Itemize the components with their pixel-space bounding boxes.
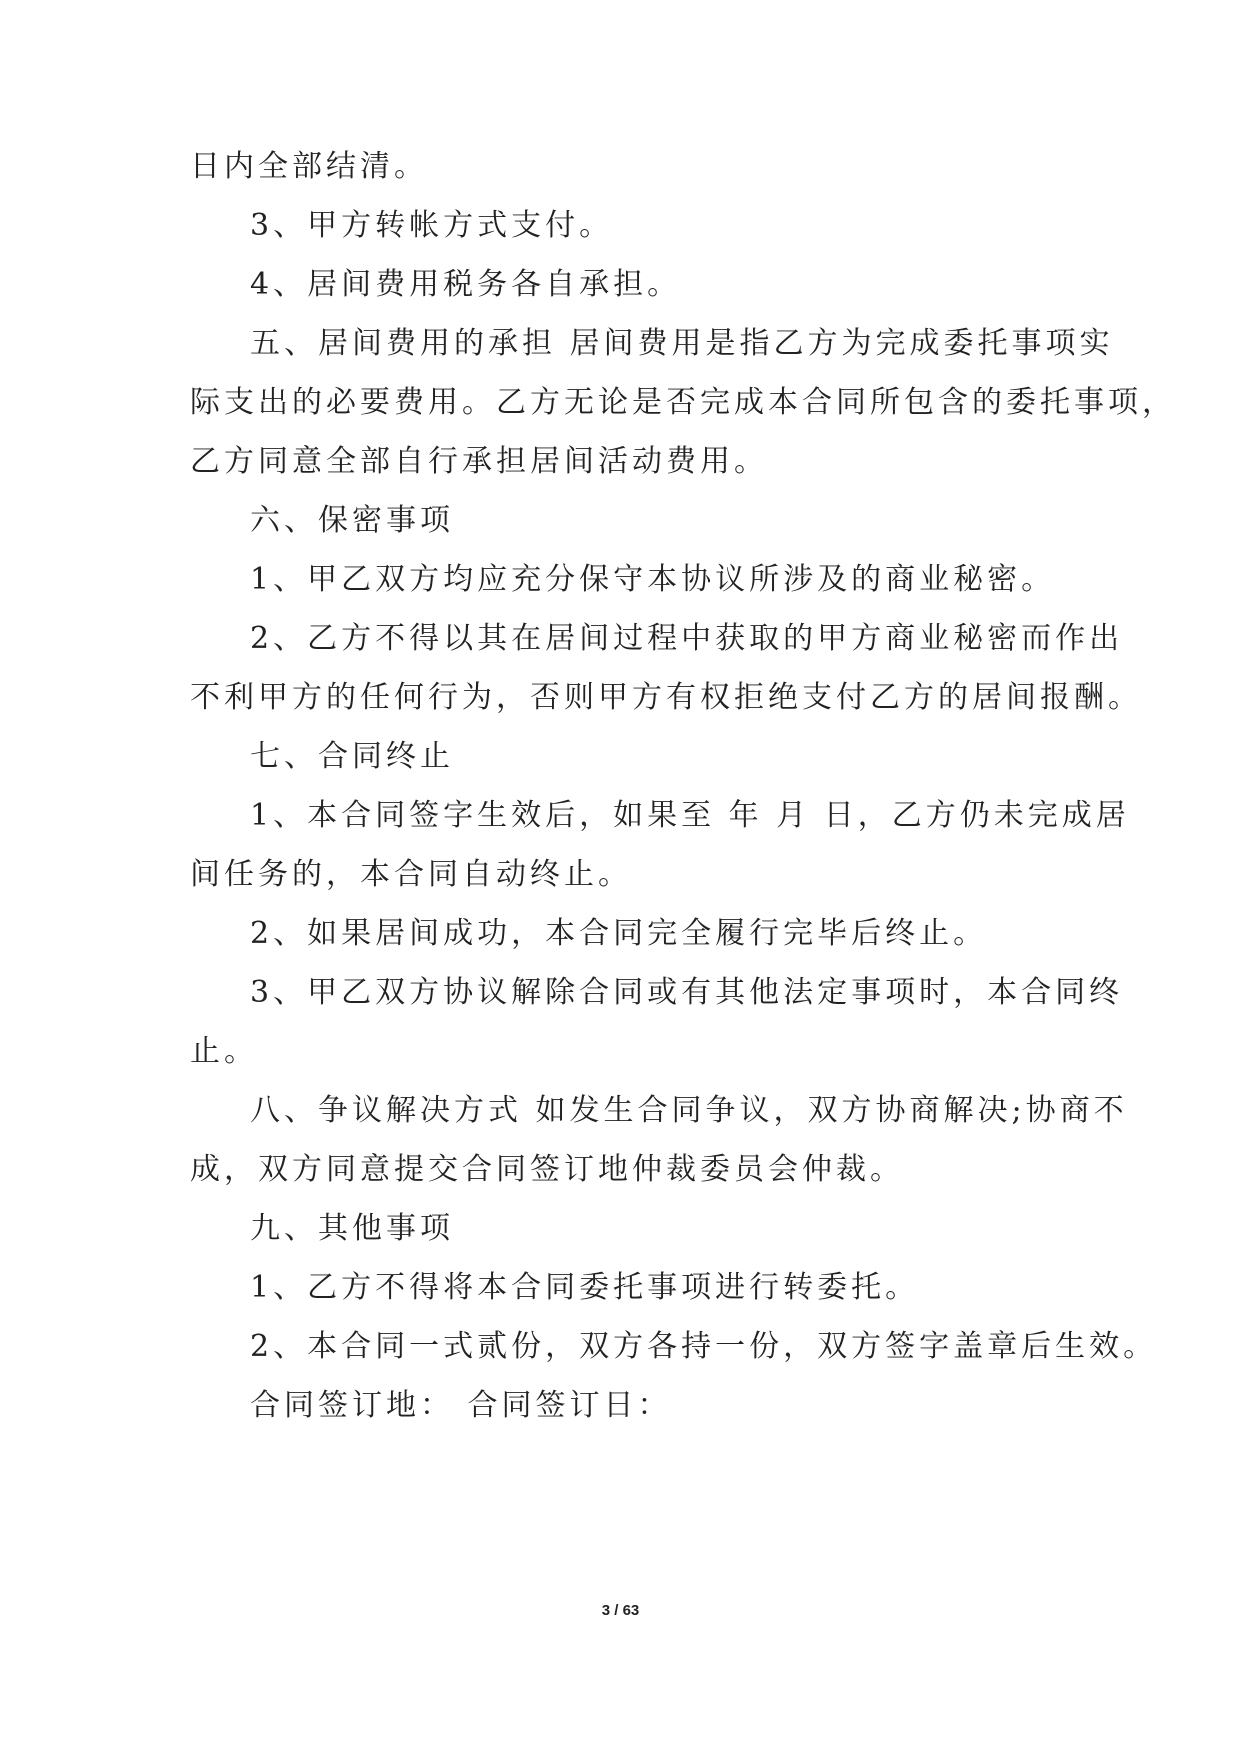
text-line: 间任务的，本合同自动终止。 xyxy=(190,857,632,892)
text-line: 不利甲方的任何行为，否则甲方有权拒绝支付乙方的居间报酬。 xyxy=(190,680,1142,715)
text-line: 3、甲方转帐方式支付。 xyxy=(250,208,614,243)
section-heading: 六、保密事项 xyxy=(250,503,454,538)
page-number: 3 / 63 xyxy=(601,1602,640,1619)
text-line: 合同签订地： 合同签订日： xyxy=(250,1388,672,1423)
text-line: 五、居间费用的承担 居间费用是指乙方为完成委托事项实 xyxy=(250,326,1114,361)
text-line: 3、甲乙双方协议解除合同或有其他法定事项时，本合同终 xyxy=(250,975,1124,1010)
text-line: 2、乙方不得以其在居间过程中获取的甲方商业秘密而作出 xyxy=(250,621,1124,656)
text-line: 1、甲乙双方均应充分保守本协议所涉及的商业秘密。 xyxy=(250,562,1056,597)
text-line: 止。 xyxy=(190,1034,258,1069)
text-line: 4、居间费用税务各自承担。 xyxy=(250,267,682,302)
text-line: 际支出的必要费用。乙方无论是否完成本合同所包含的委托事项， xyxy=(190,385,1176,420)
text-line: 乙方同意全部自行承担居间活动费用。 xyxy=(190,444,768,479)
text-line: 1、乙方不得将本合同委托事项进行转委托。 xyxy=(250,1270,920,1305)
section-heading: 九、其他事项 xyxy=(250,1211,454,1246)
text-line: 八、争议解决方式 如发生合同争议，双方协商解决;协商不 xyxy=(250,1093,1128,1128)
text-line: 1、本合同签字生效后，如果至 年 月 日，乙方仍未完成居 xyxy=(250,798,1130,833)
text-line: 2、如果居间成功，本合同完全履行完毕后终止。 xyxy=(250,916,988,951)
text-line: 2、本合同一式贰份，双方各持一份，双方签字盖章后生效。 xyxy=(250,1329,1158,1364)
text-line: 成，双方同意提交合同签订地仲裁委员会仲裁。 xyxy=(190,1152,904,1187)
text-line: 日内全部结清。 xyxy=(190,149,428,184)
section-heading: 七、合同终止 xyxy=(250,739,454,774)
